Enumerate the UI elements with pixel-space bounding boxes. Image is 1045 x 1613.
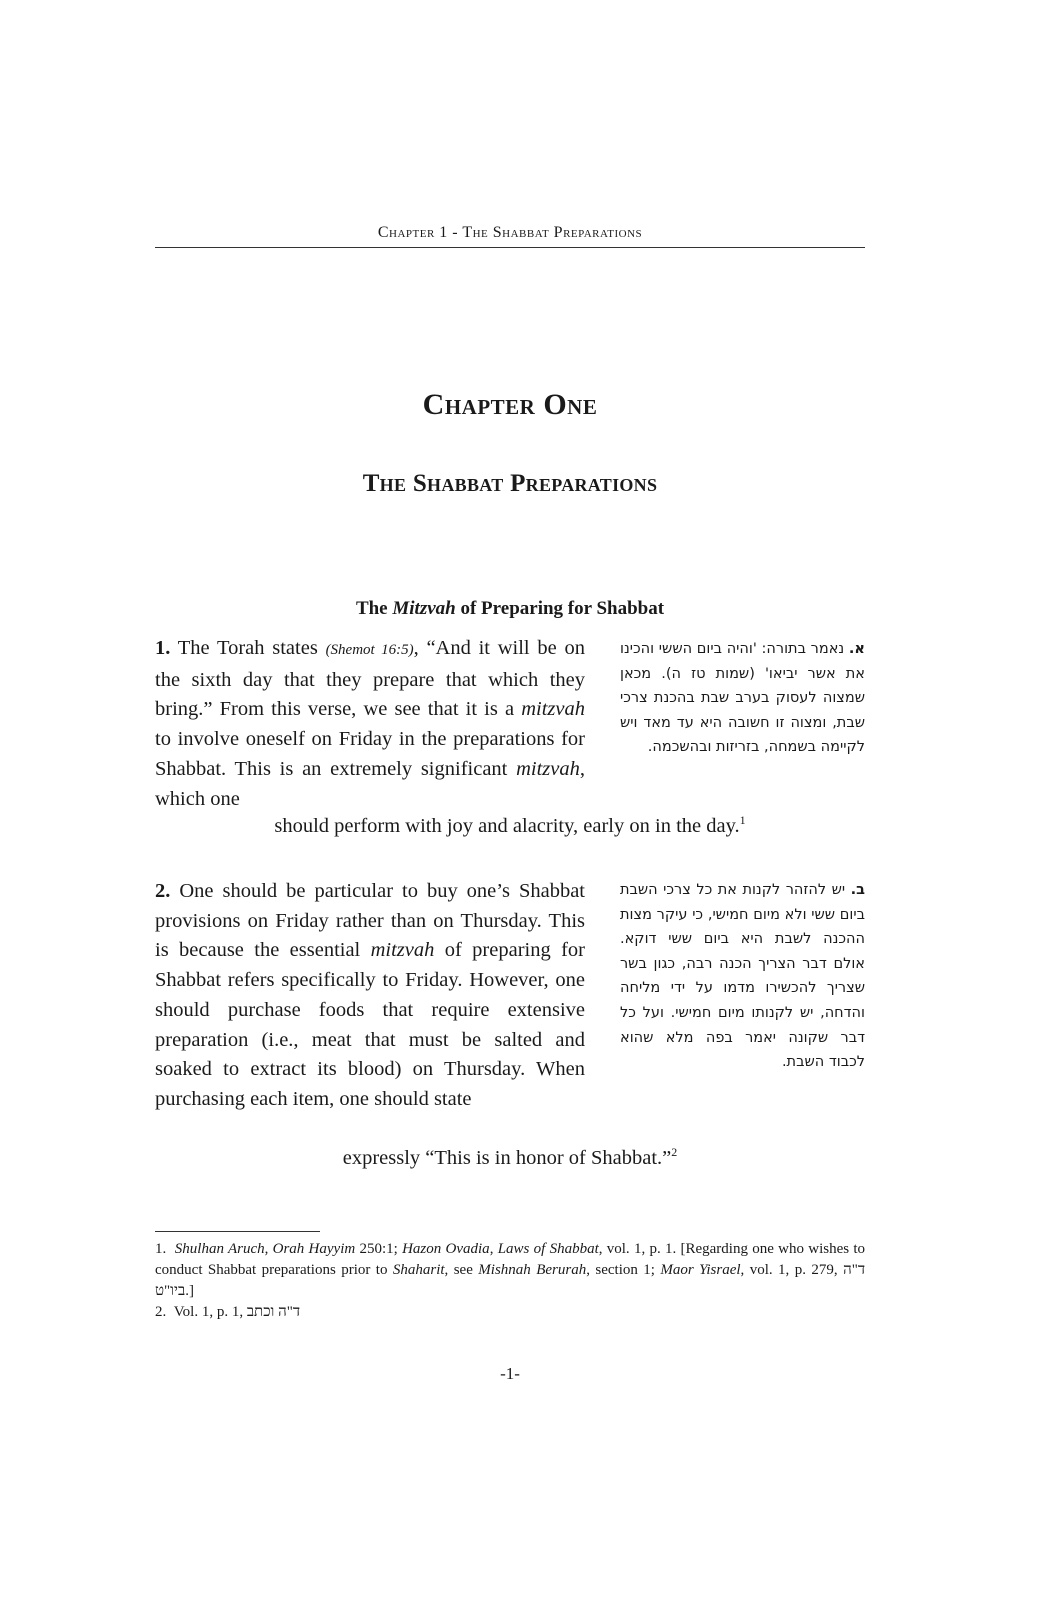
footnote-marker-1[interactable]: 1 [739, 813, 746, 828]
running-head: Chapter 1 - The Shabbat Preparations [377, 224, 643, 241]
paragraph-number: 2. [155, 880, 171, 902]
paragraph-1-hebrew: א. נאמר בתורה: 'והיה ביום הששי והכינו את אשר יביאו' (שמות טז ה). מכאן שמצוה לעסוק בערב שבת בהכנת צרכי שבת, ומצוה זו חשובה היא עד מאד ויש לקיימה בשמחה, בזריזות ובהשכמה. [620, 641, 865, 756]
paragraph-2-hebrew: ב. יש להזהר לקנות את כל צרכי השבת ביום ששי ולא מיום חמישי, כי עיקר מצות ההכנה לשבת היא ביום ששי דוקא. אולם דבר הצריך הכנה רבה, כגון בשר שצריך להכשירו מדמו על ידי מליחה והדחה, יש לקנותו מיום חמישי. ועל כל דבר שקונה יאמר בפה מלא שהוא לכבוד השבת. [620, 882, 866, 1071]
footnote-1: 1. Shulhan Aruch, Orah Hayyim 250:1; Hazon Ovadia, Laws of Shabbat, vol. 1, p. 1. [Regarding one who wishes to conduct Shabbat preparations prior to Shaharit, see Mishnah Berurah, section 1; Maor Yisrael, vol. 1, p. 279, ד"ה ביו"ט.] [155, 1241, 866, 1299]
footnote-divider [155, 1231, 320, 1232]
footnote-marker-2[interactable]: 2 [671, 1145, 678, 1160]
footnote-2: 2. Vol. 1, p. 1, ד"ה וכתב [155, 1304, 301, 1320]
paragraph-1-english: 1. The Torah states (Shemot 16:5), “And it will be on the sixth day that they prepare that which they bring.” From this verse, we see that it is a mitzvah to involve oneself on Friday in the preparations for Shabbat. This is an extremely significant mitzvah, which one [155, 637, 585, 810]
chapter-subtitle: The Shabbat Preparations [362, 470, 658, 497]
section-heading: The Mitzvah of Preparing for Shabbat [355, 598, 665, 619]
paragraph-2-english: 2. One should be particular to buy one’s Shabbat provisions on Friday rather than on Thursday. This is because the essential mitzvah of preparing for Shabbat refers specifically to Friday. However, one should purchase foods that require extensive preparation (i.e., meat that must be salted and soaked to extract its blood) on Thursday. When purchasing each item, one should state [155, 880, 585, 1110]
source-reference: (Shemot 16:5) [325, 642, 414, 658]
paragraph-number: 1. [155, 637, 171, 659]
paragraph-1-tail: should perform with joy and alacrity, early on in the day.$^1$ [274, 813, 746, 837]
section-heading-italic: Mitzvah [392, 598, 456, 619]
footnotes [155, 1239, 865, 1323]
chapter-title: Chapter One [422, 388, 598, 421]
header-divider [155, 247, 865, 248]
paragraph-2-tail: expressly “This is in honor of Shabbat.”$^2$ [342, 1145, 678, 1169]
page-number: -1- [500, 1364, 520, 1383]
